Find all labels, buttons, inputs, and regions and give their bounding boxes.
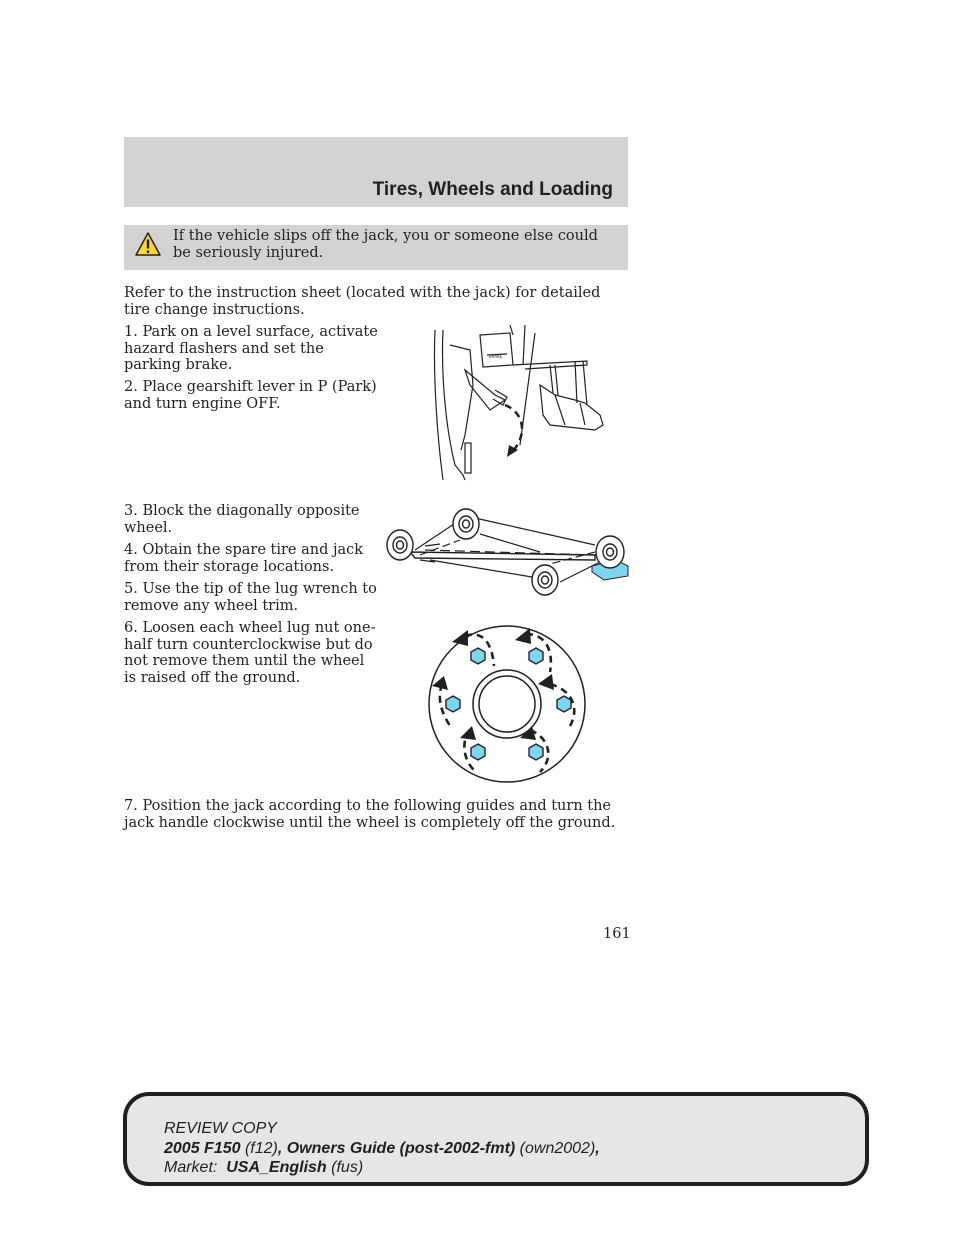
intro-paragraph: Refer to the instruction sheet (located with the jack) for detailed tire change instructions. [124,285,601,318]
model-code: (f12) [240,1140,278,1157]
warning-triangle-icon [134,231,162,257]
step-6: 6. Loosen each wheel lug nut one-half turn counterclockwise but do not remove them until the wheel is raised off the ground. [124,620,376,686]
review-copy-footer [123,1092,869,1186]
market-line [164,1159,363,1177]
step-5: 5. Use the tip of the lug wrench to remove any wheel trim. [124,581,377,614]
pedal-label: BRAKE [489,354,503,359]
guide-code: (own2002) [515,1140,596,1157]
section-header-band [124,137,628,207]
step-2: 2. Place gearshift lever in P (Park) and turn engine OFF. [124,379,377,412]
step-7: 7. Position the jack according to the following guides and turn the jack handle clockwise until the wheel is completely off the ground. [124,798,616,831]
review-copy-label: REVIEW COPY [164,1120,277,1137]
warning-box [124,225,628,270]
market-label: Market: [164,1159,227,1176]
market-code: (fus) [326,1159,364,1176]
warning-text: If the vehicle slips off the jack, you or someone else could be seriously injured. [173,228,598,261]
wheel-blocking-illustration [380,500,635,605]
parking-brake-pedal-illustration [425,325,610,485]
step-4: 4. Obtain the spare tire and jack from their storage locations. [124,542,364,575]
page-number: 161 [603,926,631,942]
market-name: USA_English [226,1159,327,1176]
model-name: 2005 F150 [164,1140,241,1157]
step-3: 3. Block the diagonally opposite wheel. [124,503,360,536]
separator-comma: , [595,1140,600,1157]
document-info-line [164,1140,600,1158]
lug-nut-loosening-illustration [420,622,595,787]
section-title: Tires, Wheels and Loading [372,179,613,200]
step-1: 1. Park on a level surface, activate hazard flashers and set the parking brake. [124,324,378,373]
guide-name: , Owners Guide (post-2002-fmt) [277,1140,516,1157]
